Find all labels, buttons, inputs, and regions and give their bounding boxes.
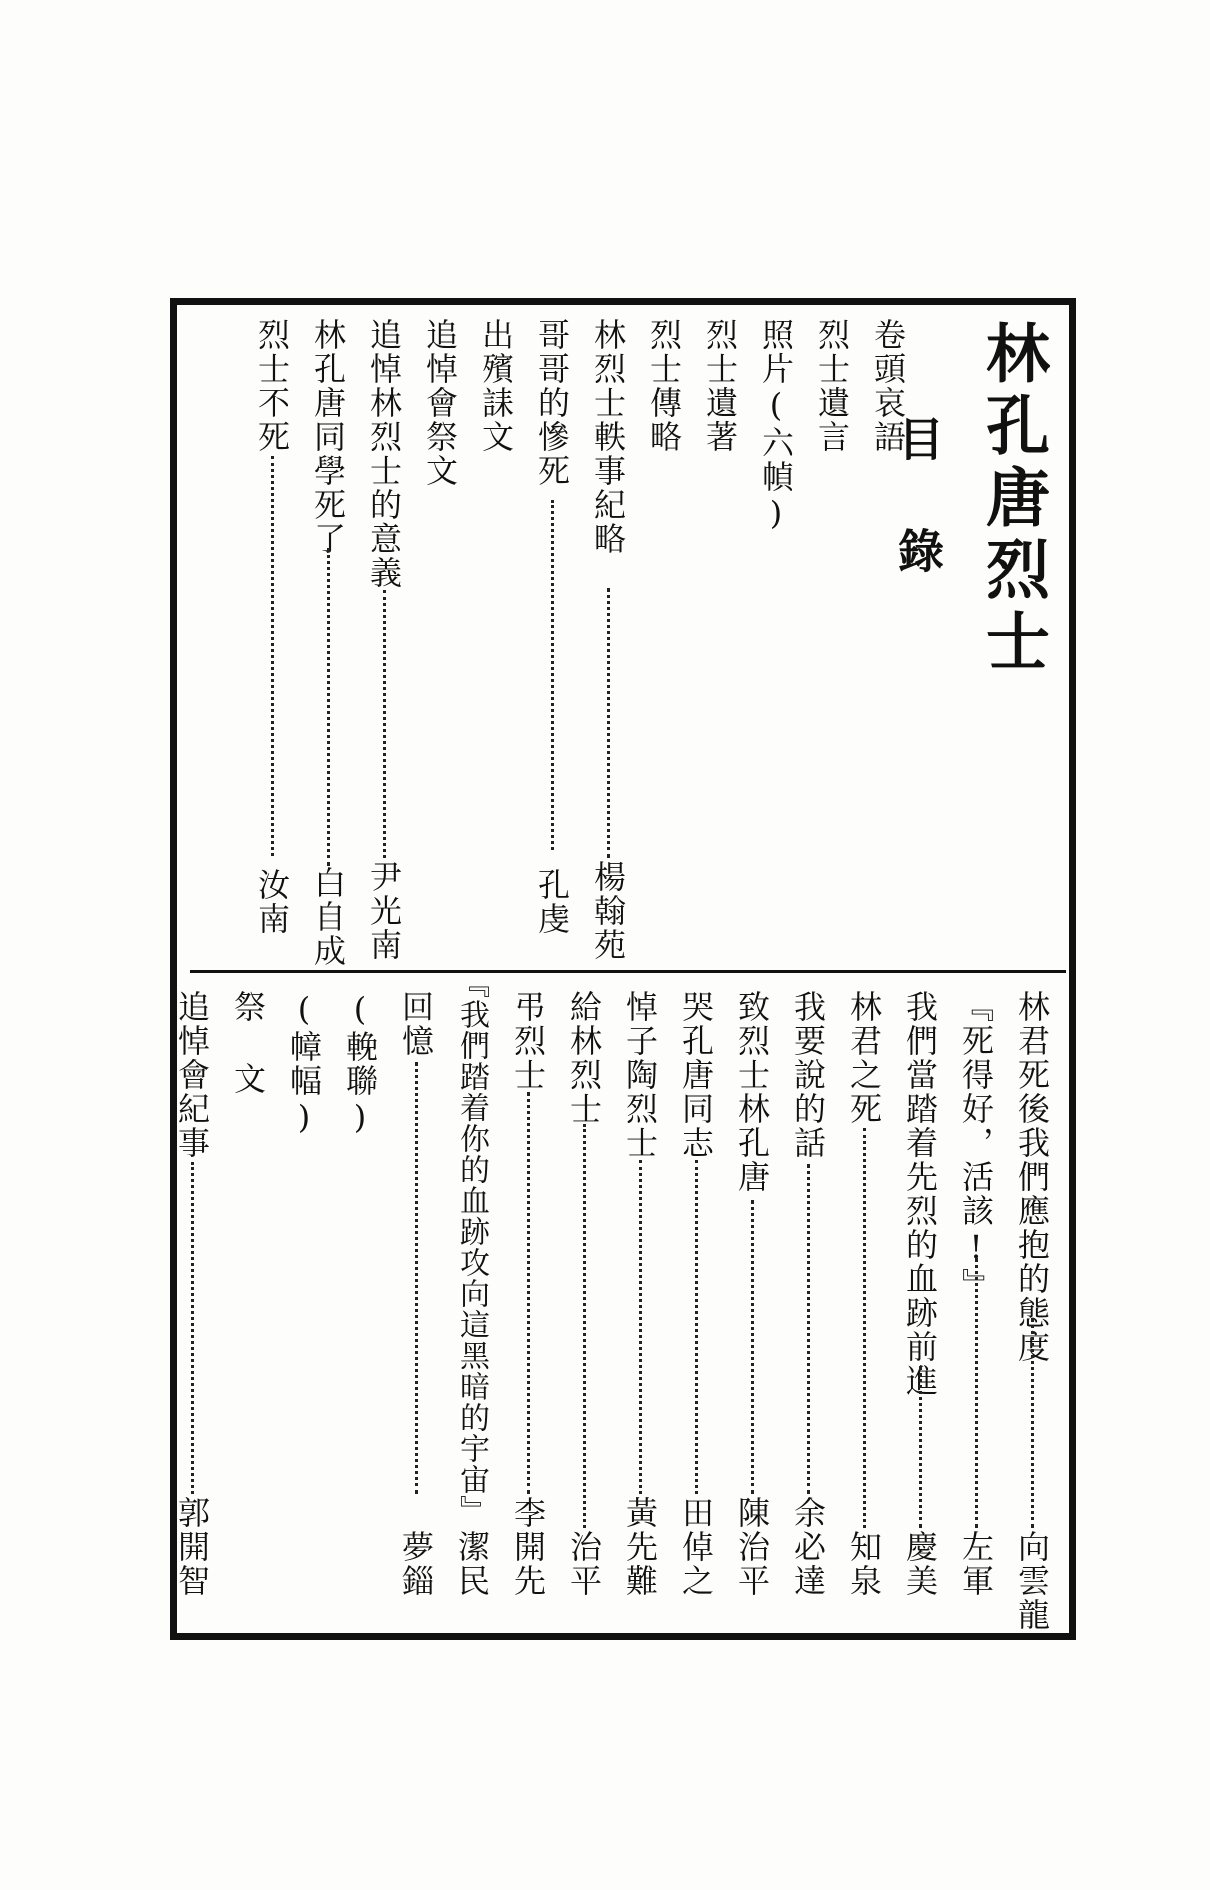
leader-dots [639,1160,642,1494]
toc-entry-title: 照片(六幀) [757,318,795,534]
toc-entry-title: 我要說的話 [789,990,827,1160]
toc-entry-title: 林君之死 [845,990,883,1126]
toc-entry-author: 孔虔 [533,868,571,936]
toc-entry-title: 林孔唐同學死了 [309,318,347,556]
leader-dots [919,1366,922,1528]
toc-entry-title: 致烈士林孔唐 [733,990,771,1194]
toc-entry-author: 治平 [565,1530,603,1598]
leader-dots [807,1164,810,1494]
toc-entry-title: 追悼會祭文 [421,318,459,488]
toc-entry-title: 『死得好，活該!』 [957,990,995,1302]
toc-entry-title: 哥哥的慘死 [533,318,571,488]
toc-entry-author: 慶美 [901,1530,939,1598]
toc-entry-author: 楊翰苑 [589,860,627,962]
toc-entry-title: 烈士遺著 [701,318,739,454]
toc-entry-title: 林烈士軼事紀略 [589,318,627,556]
toc-entry-author: 尹光南 [365,860,403,962]
toc-entry-title: 卷頭哀語 [869,318,907,454]
toc-entry-author: 左軍 [957,1530,995,1598]
toc-entry-title: (幛幅) [285,990,323,1138]
book-title: 林孔唐烈士 [975,320,1050,680]
leader-dots [695,1160,698,1494]
leader-dots [751,1200,754,1494]
toc-entry-author: 白自成 [309,866,347,968]
toc-entry-title: 林君死後我們應抱的態度 [1013,990,1051,1364]
leader-dots [607,588,610,858]
leader-dots [583,1124,586,1528]
toc-entry-author: 余必達 [789,1496,827,1598]
toc-entry-author: 黃先難 [621,1496,659,1598]
toc-entry-title: 追悼會紀事 [173,990,211,1160]
toc-heading: 目錄 [891,415,945,639]
leader-dots [327,548,330,866]
toc-entry-title: 烈士不死 [253,318,291,454]
toc-entry-author: 陳治平 [733,1496,771,1598]
toc-entry-title: 弔烈士 [509,990,547,1092]
toc-entry-title: 祭文 [229,990,267,1134]
leader-dots [527,1092,530,1494]
toc-entry-title: 給林烈士 [565,990,603,1126]
toc-entry-title: 烈士傳略 [645,318,683,454]
toc-entry-title: 『我們踏着你的血跡攻向這黑暗的宇宙』 [454,968,489,1526]
toc-entry-title: 悼子陶烈士 [621,990,659,1160]
leader-dots [415,1062,418,1494]
toc-entry-author: 向雲龍 [1013,1530,1051,1632]
toc-entry-author: 潔民 [453,1530,491,1598]
toc-entry-title: 出殯誄文 [477,318,515,454]
toc-entry-author: 郭開智 [173,1496,211,1598]
leader-dots [271,456,274,856]
toc-entry-title: 回憶 [397,990,435,1058]
leader-dots [191,1162,194,1494]
toc-entry-title: 烈士遺言 [813,318,851,454]
toc-entry-author: 田倬之 [677,1496,715,1598]
toc-entry-author: 汝南 [253,868,291,936]
leader-dots [1031,1318,1034,1528]
toc-entry-title: (輓聯) [341,990,379,1138]
toc-entry-author: 知泉 [845,1530,883,1598]
toc-entry-title: 追悼林烈士的意義 [365,318,403,590]
toc-entry-title: 哭孔唐同志 [677,990,715,1160]
leader-dots [863,1128,866,1528]
leader-dots [383,590,386,858]
section-divider [190,970,1066,973]
leader-dots [975,1258,978,1528]
toc-entry-author: 李開先 [509,1496,547,1598]
toc-entry-author: 夢錙 [397,1530,435,1598]
toc-entry-title: 我們當踏着先烈的血跡前進 [901,990,939,1398]
leader-dots [551,500,554,850]
